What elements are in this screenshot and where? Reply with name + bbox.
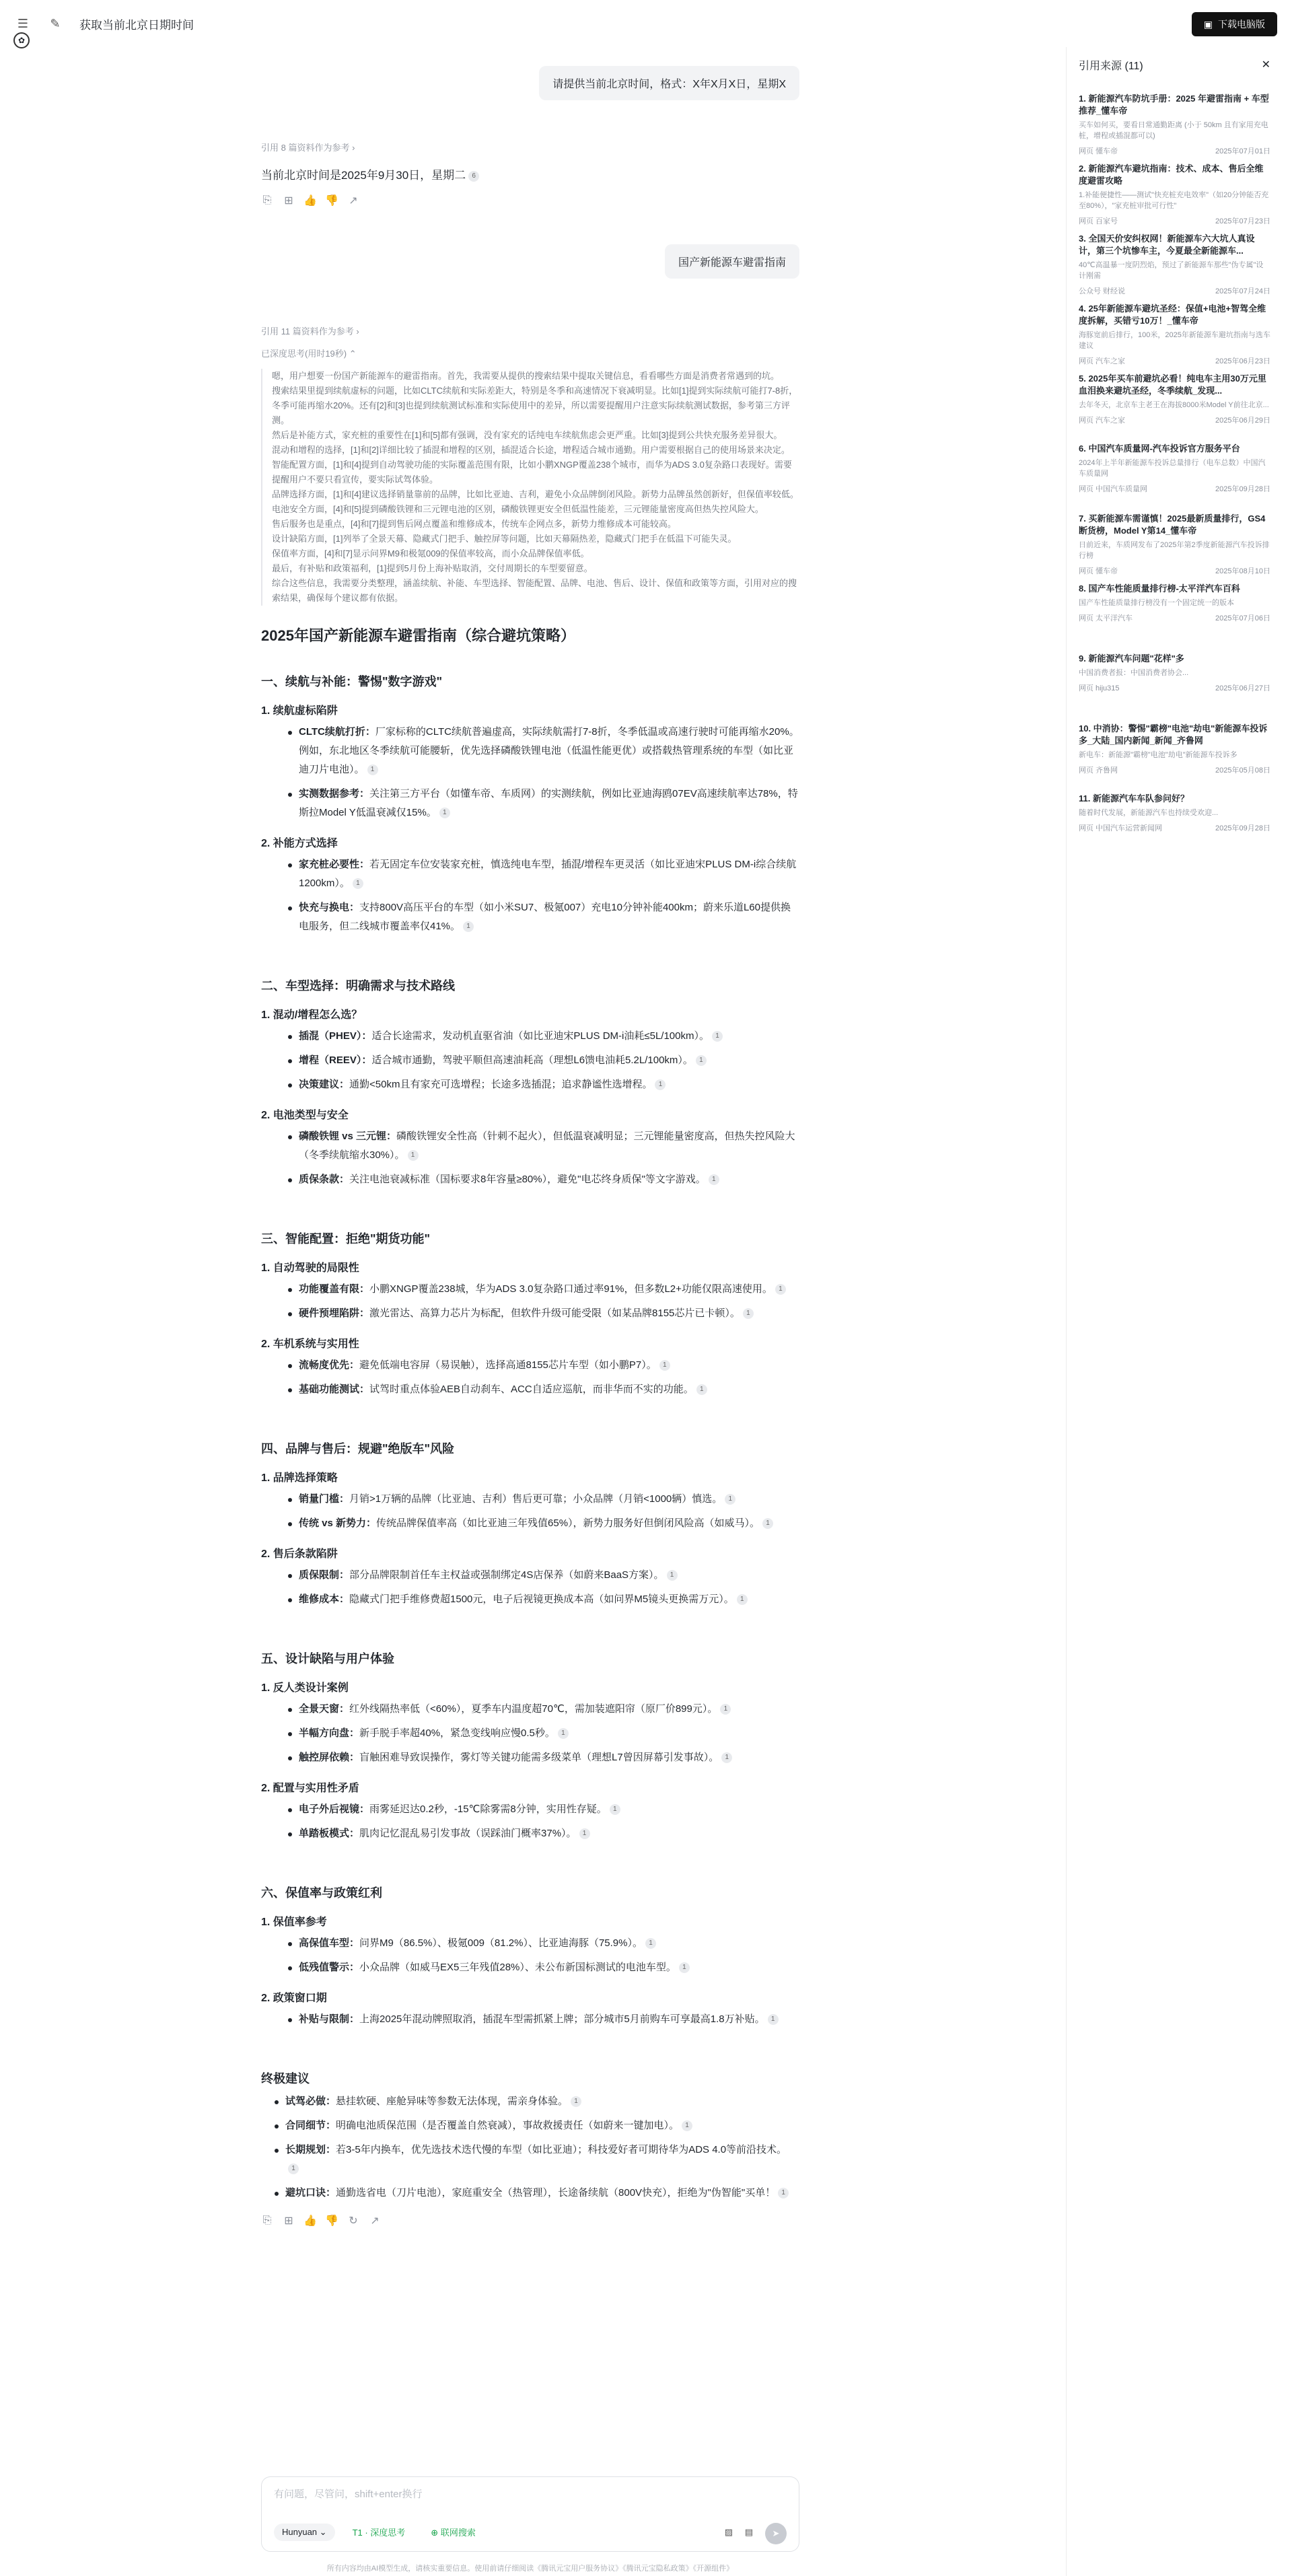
subsection-title: 2. 车机系统与实用性 (261, 1338, 359, 1350)
save-icon[interactable]: ⊞ (284, 2215, 293, 2227)
item-label: 全景天窗： (299, 1703, 350, 1715)
item-text: 试驾时重点体验AEB自动刹车、ACC自适应巡航，而非华而不实的功能。 (369, 1384, 694, 1395)
user-message (261, 244, 799, 279)
list-item (288, 1748, 799, 1767)
like-icon[interactable]: 👍 (303, 2215, 317, 2227)
thinking-header[interactable]: 已深度思考(用时19秒) ⌃ (261, 349, 357, 359)
top-bar (0, 0, 1063, 47)
citation-badge[interactable]: 1 (682, 2120, 692, 2131)
think-paragraph: 保值率方面，[4]和[7]显示问界M9和极氪009的保值率较高，而小众品牌保值率低。 (272, 548, 589, 559)
deep-think-toggle[interactable]: T1 · 深度思考 (352, 2528, 406, 2538)
citation-badge[interactable]: 1 (725, 1494, 735, 1505)
item-text: 悬挂软硬、座舱异味等参数无法体现，需亲身体验。 (336, 2096, 569, 2107)
sources-panel (1066, 47, 1283, 2576)
citation-badge[interactable]: 1 (679, 1962, 690, 1973)
list-item (288, 1724, 799, 1743)
think-paragraph: 电池安全方面，[4]和[5]提到磷酸铁锂和三元锂电池的区别，磷酸铁锂更安全但低温性能差，三元锂能量密度高但热失控风险大。 (272, 504, 764, 514)
source-date: 2025年06月23日 (1215, 357, 1270, 365)
item-label: 半幅方向盘： (299, 1727, 360, 1739)
citation-badge[interactable]: 1 (737, 1594, 748, 1605)
source-site: 公众号 财经说 (1079, 287, 1126, 295)
subsection-title: 2. 补能方式选择 (261, 838, 338, 849)
source-title[interactable]: 7. 买新能源车需谨慎！2025最新质量排行，GS4断货榜，Model Y第14_懂车帝 (1079, 513, 1266, 536)
source-site: 网页 汽车之家 (1079, 357, 1126, 365)
list-item (288, 1127, 799, 1165)
sources-list (1067, 93, 1283, 852)
file-upload-icon[interactable]: ▤ (744, 2526, 753, 2537)
section-title: 三、智能配置：拒绝"期货功能" (261, 1232, 431, 1246)
chat-area (261, 47, 799, 2227)
source-meta (1079, 682, 1270, 693)
message-actions (261, 2215, 799, 2227)
think-paragraph: 混动和增程的选择，[1]和[2]详细比较了插混和增程的区别，插混适合长途，增程适合城市通勤。用户需要根据自己的使用场景来决定。 (272, 445, 790, 455)
source-date: 2025年06月29日 (1215, 417, 1270, 425)
source-snippet: 40℃高温暴一度阴烈焰，预过了新能源车那些"伪专属"设计刚需 (1079, 261, 1264, 280)
source-snippet: 去年冬天，北京车主老王在海拔8000米Model Y前往北京... (1079, 401, 1269, 409)
item-text: 适合长途需求，发动机直驱省油（如比亚迪宋PLUS DM-i油耗≤5L/100km）。 (371, 1030, 709, 1042)
item-label: 触控屏依赖： (299, 1752, 360, 1763)
source-site: 网页 懂车帝 (1079, 147, 1118, 155)
source-site: 网页 齐鲁网 (1079, 766, 1118, 775)
dislike-icon[interactable]: 👎 (325, 195, 338, 207)
bullet-list (288, 1800, 799, 1843)
subsection-title: 1. 反人类设计案例 (261, 1682, 349, 1694)
list-item (288, 1380, 799, 1399)
source-card[interactable] (1067, 163, 1283, 225)
list-item (275, 2092, 799, 2111)
source-date: 2025年07月23日 (1215, 217, 1270, 225)
source-meta (1079, 764, 1270, 775)
item-label: 实测数据参考： (299, 788, 370, 799)
source-meta (1079, 285, 1270, 296)
bullet-list (288, 1280, 799, 1323)
item-text: 雨雾延迟达0.2秒，-15℃除雾需8分钟，实用性存疑。 (369, 1803, 607, 1815)
list-item (288, 1824, 799, 1843)
new-chat-icon[interactable]: ✎ (50, 16, 61, 30)
item-text: 激光雷达、高算力芯片为标配，但软件升级可能受限（如某品牌8155芯片已卡顿）。 (369, 1308, 740, 1319)
source-title[interactable]: 10. 中消协：警惕"霸榜"电池"劫电"新能源车投诉多_大陆_国内新闻_新闻_齐鲁网 (1079, 723, 1268, 746)
reference-count[interactable]: 引用 11 篇资料作为参考 › (261, 326, 359, 336)
source-title[interactable]: 6. 中国汽车质量网-汽车投诉官方服务平台 (1079, 443, 1240, 454)
citation-badge[interactable]: 1 (743, 1308, 754, 1319)
item-text: 新手脱手率超40%，紧急变线响应慢0.5秒。 (359, 1727, 555, 1739)
source-card[interactable] (1067, 93, 1283, 155)
list-item (288, 1304, 799, 1323)
source-snippet: 新电车：新能源"霸榜"电池"劫电"新能源车投诉多 (1079, 751, 1237, 759)
save-icon[interactable]: ⊞ (284, 195, 293, 207)
source-card[interactable] (1067, 303, 1283, 365)
list-item (288, 1566, 799, 1585)
citation-badge[interactable]: 1 (762, 1518, 773, 1529)
subsection-title: 2. 政策窗口期 (261, 1993, 327, 2004)
list-item (288, 785, 799, 822)
item-label: 电子外后视镜： (299, 1803, 370, 1815)
subsection-title: 1. 混动/增程怎么选？ (261, 1009, 363, 1021)
list-item (288, 1800, 799, 1819)
citation-badge[interactable]: 1 (696, 1055, 707, 1066)
item-text: 支持800V高压平台的车型（如小米SU7、极氪007）充电10分钟补能400km；蔚来乐道L60提供换电服务，但二线城市覆盖率仅41%。 (299, 902, 791, 932)
citation-badge[interactable]: 1 (775, 1284, 786, 1295)
citation-badge[interactable]: 1 (463, 921, 474, 932)
chat-title: 获取当前北京日期时间 (79, 18, 194, 32)
source-site: 网页 中国汽车运营新闻网 (1079, 824, 1163, 832)
sidebar-toggle-icon[interactable]: ☰ (17, 16, 29, 30)
item-text: 若无固定车位安装家充桩，慎选纯电车型，插混/增程车更灵活（如比亚迪宋PLUS DM-i综合续航1200km）。 (299, 859, 797, 889)
think-paragraph: 综合这些信息，我需要分类整理，涵盖续航、补能、车型选择、智能配置、品牌、电池、售后、设计、保值和政策等方面，引用对应的搜索结果，确保每个建议都有依据。 (272, 578, 797, 603)
source-card[interactable] (1067, 513, 1283, 575)
source-snippet: 中国消费者报：中国消费者协会... (1079, 669, 1189, 677)
source-snippet: 2024年上半年新能源车投诉总量排行（电车总数）中国汽车质量网 (1079, 459, 1266, 478)
source-title[interactable]: 2. 新能源汽车避坑指南：技术、成本、售后全维度避雷攻略 (1079, 164, 1264, 186)
list-item (288, 2010, 799, 2029)
list-item (288, 1700, 799, 1719)
item-text: 通勤<50km且有家充可选增程；长途多选插混；追求静谧性选增程。 (349, 1079, 653, 1090)
download-icon: ▣ (1203, 18, 1213, 30)
think-paragraph: 然后是补能方式，家充桩的重要性在[1]和[5]都有强调，没有家充的话纯电车续航焦虑会更严重。比如[3]提到公共快充服务差异很大。 (272, 430, 783, 440)
list-item (288, 1934, 799, 1953)
source-date: 2025年07月01日 (1215, 147, 1270, 155)
list-item (288, 1490, 799, 1509)
user-bubble: 国产新能源车避雷指南 (665, 244, 799, 279)
section-title: 五、设计缺陷与用户体验 (261, 1652, 394, 1666)
copy-icon[interactable]: ⎘ (262, 194, 272, 206)
item-label: 基础功能测试： (299, 1384, 370, 1395)
item-text: 通勤选省电（刀片电池），家庭重安全（热管理），长途备续航（800V快充），拒绝为"伪智能"买单！ (336, 2187, 776, 2198)
source-meta (1079, 415, 1270, 425)
item-text: 肌肉记忆混乱易引发事故（误踩油门概率37%）。 (359, 1828, 577, 1839)
user-message (261, 66, 799, 100)
source-card[interactable] (1067, 793, 1283, 852)
list-item (288, 1958, 799, 1977)
citation-badge[interactable]: 1 (579, 1828, 590, 1839)
share-icon[interactable]: ↗ (370, 2215, 380, 2227)
source-site: 网页 hiju315 (1079, 684, 1120, 692)
list-item (288, 1075, 799, 1094)
section-title: 六、保值率与政策红利 (261, 1886, 382, 1900)
source-site: 网页 汽车之家 (1079, 417, 1126, 425)
item-label: 功能覆盖有限： (299, 1283, 370, 1295)
citation-badge[interactable]: 1 (353, 878, 363, 889)
item-text: 适合城市通勤，驾驶平顺但高速油耗高（理想L6馈电油耗5.2L/100km）。 (371, 1054, 693, 1066)
source-card[interactable] (1067, 723, 1283, 782)
source-meta (1079, 822, 1270, 833)
think-paragraph: 搜索结果里提到续航虚标的问题，比如CLTC续航和实际差距大，特别是冬季和高速情况下衰减明显。比如[1]提到实际续航可能打7-8折，冬季可能再缩水20%。还有[2]和[3]也提到续航测试标准和实际使用中的差异，所以需要提醒用户注意实际续航测试数据，参考第三方评测。 (272, 386, 798, 425)
citation-badge[interactable]: 1 (696, 1384, 707, 1395)
source-site: 网页 百家号 (1079, 217, 1118, 225)
citation-badge[interactable]: 1 (721, 1752, 732, 1763)
dislike-icon[interactable]: 👎 (325, 2215, 338, 2227)
source-card[interactable] (1067, 443, 1283, 502)
section-title: 四、品牌与售后：规避"绝版车"风险 (261, 1442, 455, 1456)
bullet-list (288, 1127, 799, 1189)
bullet-list (288, 1566, 799, 1609)
bullet-list (288, 2010, 799, 2029)
item-text: 关注电池衰减标准（国标要求8年容量≥80%），避免"电芯终身质保"等文字游戏。 (349, 1174, 706, 1185)
item-text: 小鹏XNGP覆盖238城，华为ADS 3.0复杂路口通过率91%，但多数L2+功能仅限高速使用。 (369, 1283, 773, 1295)
citation-badge[interactable]: 1 (659, 1360, 670, 1371)
item-label: 快充与换电： (299, 902, 360, 913)
item-label: 长期规划： (285, 2144, 336, 2155)
bullet-list (288, 1356, 799, 1399)
item-text: 明确电池质保范围（是否覆盖自然衰减），事故救援责任（如蔚来一键加电）。 (336, 2120, 680, 2131)
source-site: 网页 懂车帝 (1079, 567, 1118, 575)
item-label: 低残值警示： (299, 1962, 360, 1973)
app-logo-icon[interactable]: ✿ (13, 32, 30, 48)
think-paragraph: 智能配置方面，[1]和[4]提到自动驾驶功能的实际覆盖范围有限，比如小鹏XNGP覆盖238个城市，而华为ADS 3.0复杂路口表现好。需要提醒用户不要只看宣传，要实际试驾体验。 (272, 460, 792, 485)
item-label: 质保条款： (299, 1174, 350, 1185)
think-paragraph: 设计缺陷方面，[1]列举了全景天幕、隐藏式门把手、触控屏等问题，比如天幕隔热差，隐藏式门把手在低温下可能失灵。 (272, 534, 737, 544)
item-label: 流畅度优先： (299, 1359, 360, 1371)
item-text: 传统品牌保值率高（如比亚迪三年残值65%），新势力服务好但倒闭风险高（如威马）。 (376, 1517, 760, 1529)
citation-badge[interactable]: 1 (367, 764, 378, 775)
citation-badge[interactable]: 1 (768, 2014, 779, 2025)
final-advice-title: 终极建议 (261, 2072, 310, 2085)
source-title[interactable]: 11. 新能源汽车车队参问好？ (1079, 793, 1189, 803)
item-text: 月销>1万辆的品牌（比亚迪、吉利）售后更可靠；小众品牌（月销<1000辆）慎选。 (349, 1493, 723, 1505)
bullet-list (288, 723, 799, 822)
citation-badge[interactable]: 1 (610, 1804, 620, 1815)
item-text: 若3-5年内换车，优先选技术迭代慢的车型（如比亚迪）；科技爱好者可期待华为ADS 4.0等前沿技术。 (336, 2144, 787, 2155)
source-meta (1079, 145, 1270, 156)
bullet-list (288, 1934, 799, 1977)
subsection-title: 1. 自动驾驶的局限性 (261, 1262, 359, 1274)
list-item (288, 1356, 799, 1375)
citation-badge[interactable]: 1 (712, 1031, 723, 1042)
item-text: 磷酸铁锂安全性高（针刺不起火），但低温衰减明显；三元锂能量密度高，但热失控风险大（冬季续航缩水30%）。 (299, 1131, 795, 1161)
citation-badge[interactable]: 1 (655, 1079, 666, 1090)
item-text: 小众品牌（如威马EX5三年残值28%）、未公布新国标测试的电池车型。 (359, 1962, 676, 1973)
send-button[interactable]: ➤ (765, 2523, 787, 2544)
source-card[interactable] (1067, 583, 1283, 642)
source-meta (1079, 215, 1270, 226)
citation-badge[interactable]: 1 (571, 2096, 581, 2107)
list-item (288, 723, 799, 779)
source-title[interactable]: 5. 2025年买车前避坑必看！纯电车主用30万元里血泪换来避坑圣经，冬季续航_发现... (1079, 373, 1266, 396)
list-item (288, 1027, 799, 1046)
citation-badge[interactable]: 1 (778, 2188, 789, 2198)
item-label: 硬件预埋陷阱： (299, 1308, 370, 1319)
list-item (288, 898, 799, 936)
subsection-title: 1. 品牌选择策略 (261, 1472, 338, 1484)
item-label: 合同细节： (285, 2120, 336, 2131)
list-item (288, 855, 799, 893)
regenerate-icon[interactable]: ↻ (349, 2215, 358, 2227)
model-select[interactable]: Hunyuan ⌄ (274, 2524, 335, 2541)
source-meta (1079, 483, 1270, 494)
input-toolbar (274, 2522, 787, 2542)
item-label: 高保值车型： (299, 1937, 360, 1949)
list-item (288, 1051, 799, 1070)
bullet-list (288, 1700, 799, 1767)
guide-sections (261, 672, 799, 2029)
citation-badge[interactable]: 1 (720, 1704, 731, 1715)
source-date: 2025年06月27日 (1215, 684, 1270, 692)
web-search-toggle[interactable]: ⊕ 联网搜索 (431, 2528, 476, 2538)
item-text: 隐藏式门把手维修费超1500元，电子后视镜更换成本高（如问界M5镜头更换需万元）。 (349, 1594, 734, 1605)
item-label: 避坑口诀： (285, 2187, 336, 2198)
final-advice-list (275, 2092, 799, 2203)
list-item (288, 1170, 799, 1189)
source-date: 2025年08月10日 (1215, 567, 1270, 575)
bullet-list (288, 1490, 799, 1533)
item-label: 决策建议： (299, 1079, 350, 1090)
item-label: 单踏板模式： (299, 1828, 360, 1839)
source-card[interactable] (1067, 233, 1283, 295)
list-item (288, 1280, 799, 1299)
bullet-list (288, 1027, 799, 1094)
list-item (275, 2116, 799, 2135)
source-title[interactable]: 4. 25年新能源车避坑圣经：保值+电池+智驾全维度拆解，买错亏10万！_懂车帝 (1079, 303, 1266, 326)
item-label: 插混（PHEV）： (299, 1030, 372, 1042)
citation-badge[interactable]: 1 (667, 1570, 678, 1581)
item-text: 避免低端电容屏（易误触），选择高通8155芯片车型（如小鹏P7）。 (359, 1359, 657, 1371)
item-label: 试驾必做： (285, 2096, 336, 2107)
sources-title: 引用来源 (11) (1079, 60, 1143, 72)
download-desktop-button[interactable]: ▣ 下载电脑版 (1192, 12, 1277, 36)
source-snippet: 1.补能便捷性——测试"快充桩充电效率"（如20分钟能否充至80%），"家充桩审批可行性" (1079, 191, 1269, 210)
thinking-content (261, 369, 799, 606)
source-card[interactable] (1067, 653, 1283, 712)
message-input[interactable]: 有问题，尽管问，shift+enter换行 (274, 2489, 423, 2500)
item-text: 问界M9（86.5%）、极氪009（81.2%）、比亚迪海豚（75.9%）。 (359, 1937, 643, 1949)
item-text: 盲触困难导致误操作，雾灯等关键功能需多级菜单（理想L7曾因屏幕引发事故）。 (359, 1752, 719, 1763)
citation-badge[interactable]: 6 (468, 171, 479, 182)
item-text: 厂家标称的CLTC续航普遍虚高，实际续航需打7-8折，冬季低温或高速行驶时可能再缩水20%。例如，东北地区冬季续航可能腰斩，优先选择磷酸铁锂电池（低温性能更优）或搭载热管理系统的车型（如比亚迪刀片电池）。 (299, 726, 799, 775)
subsection-title: 2. 配置与实用性矛盾 (261, 1783, 359, 1794)
think-paragraph: 嗯，用户想要一份国产新能源车的避雷指南。首先，我需要从提供的搜索结果中提取关键信息，看看哪些方面是消费者常遇到的坑。 (272, 371, 780, 381)
user-bubble: 请提供当前北京时间，格式：X年X月X日，星期X (539, 66, 799, 100)
source-meta (1079, 565, 1270, 576)
citation-badge[interactable]: 1 (439, 808, 450, 818)
source-date: 2025年05月08日 (1215, 766, 1270, 775)
source-title[interactable]: 1. 新能源汽车防坑手册：2025 年避雷指南 + 车型推荐_懂车帝 (1079, 94, 1269, 116)
think-paragraph: 售后服务也是重点，[4]和[7]提到售后网点覆盖和维修成本，传统车企网点多，新势力维修成本可能较高。 (272, 519, 676, 529)
list-item (288, 1590, 799, 1609)
source-site: 网页 中国汽车质量网 (1079, 485, 1148, 493)
think-paragraph: 最后，有补贴和政策福利，[1]提到5月份上海补贴取消，交付周期长的车型要留意。 (272, 563, 593, 573)
item-label: CLTC续航打折： (299, 726, 375, 738)
source-card[interactable] (1067, 373, 1283, 432)
copy-icon[interactable]: ⎘ (262, 2215, 272, 2226)
source-meta (1079, 355, 1270, 366)
item-label: 销量门槛： (299, 1493, 350, 1505)
source-snippet: 日前近来，车质网发布了2025年第2季度新能源汽车投诉排行榜 (1079, 541, 1270, 560)
source-title[interactable]: 8. 国产车性能质量排行榜-太平洋汽车百科 (1079, 583, 1240, 594)
close-icon[interactable]: ✕ (1261, 59, 1270, 71)
citation-badge[interactable]: 1 (558, 1728, 569, 1739)
section-title: 二、车型选择：明确需求与技术路线 (261, 979, 455, 993)
source-date: 2025年09月28日 (1215, 485, 1270, 493)
source-snippet: 买车如何买，要看日常通勤距离 (小于 50km 且有家用充电桩，增程或插混都可以) (1079, 121, 1268, 140)
think-paragraph: 品牌选择方面，[1]和[4]建议选择销量靠前的品牌，比如比亚迪、吉利，避免小众品牌倒闭风险。新势力品牌虽然创新好，但保值率较低。 (272, 489, 799, 499)
message-actions (261, 194, 799, 207)
subsection-title: 2. 售后条款陷阱 (261, 1548, 338, 1560)
citation-badge[interactable]: 1 (645, 1938, 656, 1949)
source-snippet: 海豚宽前后排行，100米，2025年新能源车避坑指南与选车建议 (1079, 331, 1270, 350)
source-snippet: 随着时代发展，新能源汽车也持续受欢迎... (1079, 809, 1219, 817)
list-item (275, 2141, 799, 2178)
item-text: 红外线隔热率低（<60%），夏季车内温度超70℃，需加装遮阳帘（原厂价899元）。 (349, 1703, 718, 1715)
citation-badge[interactable]: 1 (709, 1174, 719, 1185)
source-snippet: 国产车性能质量排行榜没有一个固定统一的版本 (1079, 599, 1234, 607)
item-label: 磷酸铁锂 vs 三元锂： (299, 1131, 397, 1142)
item-text: 关注第三方平台（如懂车帝、车质网）的实测续航，例如比亚迪海鸥07EV高速续航率达78%，特斯拉Model Y低温衰减仅15%。 (299, 788, 798, 818)
subsection-title: 2. 电池类型与安全 (261, 1110, 349, 1121)
source-date: 2025年07月24日 (1215, 287, 1270, 295)
source-meta (1079, 612, 1270, 623)
section-title: 一、续航与补能：警惕"数字游戏" (261, 675, 443, 688)
reference-count[interactable]: 引用 8 篇资料作为参考 › (261, 143, 355, 153)
item-label: 补贴与限制： (299, 2013, 360, 2025)
list-item (288, 1514, 799, 1533)
item-text: 上海2025年混动牌照取消，插混车型需抓紧上牌；部分城市5月前购车可享最高1.8万补贴。 (359, 2013, 765, 2025)
item-label: 家充桩必要性： (299, 859, 370, 870)
subsection-title: 1. 保值率参考 (261, 1917, 327, 1928)
footer-disclaimer: 所有内容均由AI模型生成，请核实重要信息。使用前请仔细阅读《腾讯元宝用户服务协议》《腾讯元宝隐私政策》《开源组件》 (326, 2565, 734, 2573)
source-date: 2025年09月28日 (1215, 824, 1270, 832)
source-title[interactable]: 3. 全国天价安纠权网！新能源车六大坑人真设计，第三个坑惨车主，今夏最全新能源车... (1079, 234, 1255, 256)
message-input-box[interactable] (261, 2476, 799, 2552)
item-label: 维修成本： (299, 1594, 350, 1605)
subsection-title: 1. 续航虚标陷阱 (261, 705, 338, 717)
guide-title: 2025年国产新能源车避雷指南（综合避坑策略） (261, 627, 575, 644)
item-text: 部分品牌限制首任车主权益或强制绑定4S店保养（如蔚来BaaS方案）。 (349, 1569, 664, 1581)
share-icon[interactable]: ↗ (349, 195, 358, 207)
bullet-list (288, 855, 799, 936)
source-date: 2025年07月06日 (1215, 614, 1270, 622)
list-item (275, 2184, 799, 2203)
item-label: 传统 vs 新势力： (299, 1517, 377, 1529)
image-upload-icon[interactable]: ▨ (724, 2526, 733, 2537)
source-site: 网页 太平洋汽车 (1079, 614, 1133, 622)
item-label: 质保限制： (299, 1569, 350, 1581)
like-icon[interactable]: 👍 (303, 195, 317, 207)
citation-badge[interactable]: 1 (408, 1150, 419, 1161)
item-label: 增程（REEV）： (299, 1054, 372, 1066)
source-title[interactable]: 9. 新能源汽车问题"花样"多 (1079, 653, 1184, 664)
answer-text: 当前北京时间是2025年9月30日，星期二 6 (261, 166, 799, 182)
citation-badge[interactable]: 1 (288, 2163, 299, 2174)
sources-header (1067, 47, 1283, 82)
